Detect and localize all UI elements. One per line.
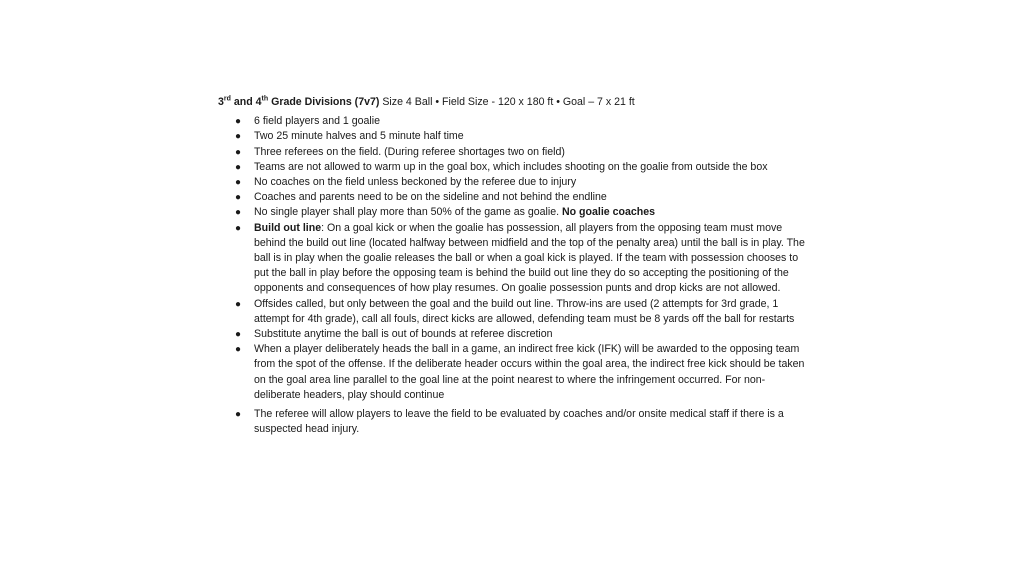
no-goalie-coaches-emphasis: No goalie coaches bbox=[561, 206, 656, 219]
rule-text: No single player shall play more than 50% of the game as goalie. bbox=[254, 206, 562, 219]
rule-item bbox=[218, 407, 808, 437]
bullet-icon: ● bbox=[235, 409, 242, 421]
rule-text: Teams are not allowed to warm up in the goal box, which includes shooting on the goalie from outside the box bbox=[254, 160, 768, 173]
rule-text: Three referees on the field. (During referee shortages two on field) bbox=[254, 145, 565, 158]
grade-3-number: 3 bbox=[218, 96, 224, 108]
rules-list bbox=[218, 114, 808, 437]
grade-3-suffix: rd bbox=[223, 95, 231, 103]
build-out-line-label: Build out line bbox=[254, 221, 322, 234]
document-page bbox=[218, 95, 808, 437]
grade-4-number: and 4 bbox=[230, 96, 262, 108]
bullet-icon: ● bbox=[235, 177, 242, 189]
rule-item bbox=[218, 175, 808, 190]
rule-item bbox=[218, 190, 808, 205]
bullet-icon: ● bbox=[235, 131, 242, 143]
division-heading bbox=[218, 95, 808, 110]
rule-text: 6 field players and 1 goalie bbox=[254, 115, 381, 128]
bullet-icon: ● bbox=[235, 329, 242, 341]
rule-text: : On a goal kick or when the goalie has possession, all players from the opposing team must move behind the build out line (located halfway between midfield and the top of the penalty area) until the ball is in play. The ball is in play when the goalie releases the ball or when a goal kick is played. If the team with possession chooses to put the ball in play before the opposing team is behind the build out line they do so accepting the positioning of the opponents and consequences of how play resumes. On goalie possession punts and drop kicks are not allowed. bbox=[254, 221, 805, 295]
rule-item bbox=[218, 342, 808, 403]
rule-item bbox=[218, 205, 808, 220]
rule-text: Coaches and parents need to be on the sideline and not behind the endline bbox=[254, 191, 607, 204]
division-title bbox=[218, 96, 379, 108]
bullet-icon: ● bbox=[235, 116, 242, 128]
division-details: Size 4 Ball • Field Size - 120 x 180 ft • Goal – 7 x 21 ft bbox=[379, 96, 635, 108]
grade-4-suffix: th bbox=[261, 95, 269, 103]
rule-text: The referee will allow players to leave the field to be evaluated by coaches and/or onsite medical staff if there is a suspected head injury. bbox=[254, 408, 784, 436]
bullet-icon: ● bbox=[235, 146, 242, 158]
bullet-icon: ● bbox=[235, 344, 242, 356]
rule-item bbox=[218, 221, 808, 297]
bullet-icon: ● bbox=[235, 161, 242, 173]
rule-item bbox=[218, 129, 808, 144]
rule-item bbox=[218, 114, 808, 129]
rule-item bbox=[218, 327, 808, 342]
rule-text: Offsides called, but only between the goal and the build out line. Throw-ins are used (2 attempts for 3rd grade, 1 attempt for 4th grade), call all fouls, direct kicks are allowed, defending team must be 8 yards off the ball for restarts bbox=[254, 297, 795, 325]
rule-text: No coaches on the field unless beckoned by the referee due to injury bbox=[254, 176, 577, 189]
rule-item bbox=[218, 160, 808, 175]
rule-item bbox=[218, 297, 808, 327]
rule-text: Substitute anytime the ball is out of bounds at referee discretion bbox=[254, 328, 553, 341]
rule-text: When a player deliberately heads the ball in a game, an indirect free kick (IFK) will be awarded to the opposing team from the spot of the offense. If the deliberate header occurs within the goal area, the indirect free kick should be taken on the goal area line parallel to the goal line at the point nearest to where the infringement occurred. For non-deliberate headers, play should continue bbox=[254, 343, 805, 401]
rule-item bbox=[218, 145, 808, 160]
division-title-rest: Grade Divisions (7v7) bbox=[268, 96, 380, 108]
bullet-icon: ● bbox=[235, 298, 242, 310]
bullet-icon: ● bbox=[235, 207, 242, 219]
bullet-icon: ● bbox=[235, 192, 242, 204]
rule-text: Two 25 minute halves and 5 minute half time bbox=[254, 130, 464, 143]
bullet-icon: ● bbox=[235, 222, 242, 234]
